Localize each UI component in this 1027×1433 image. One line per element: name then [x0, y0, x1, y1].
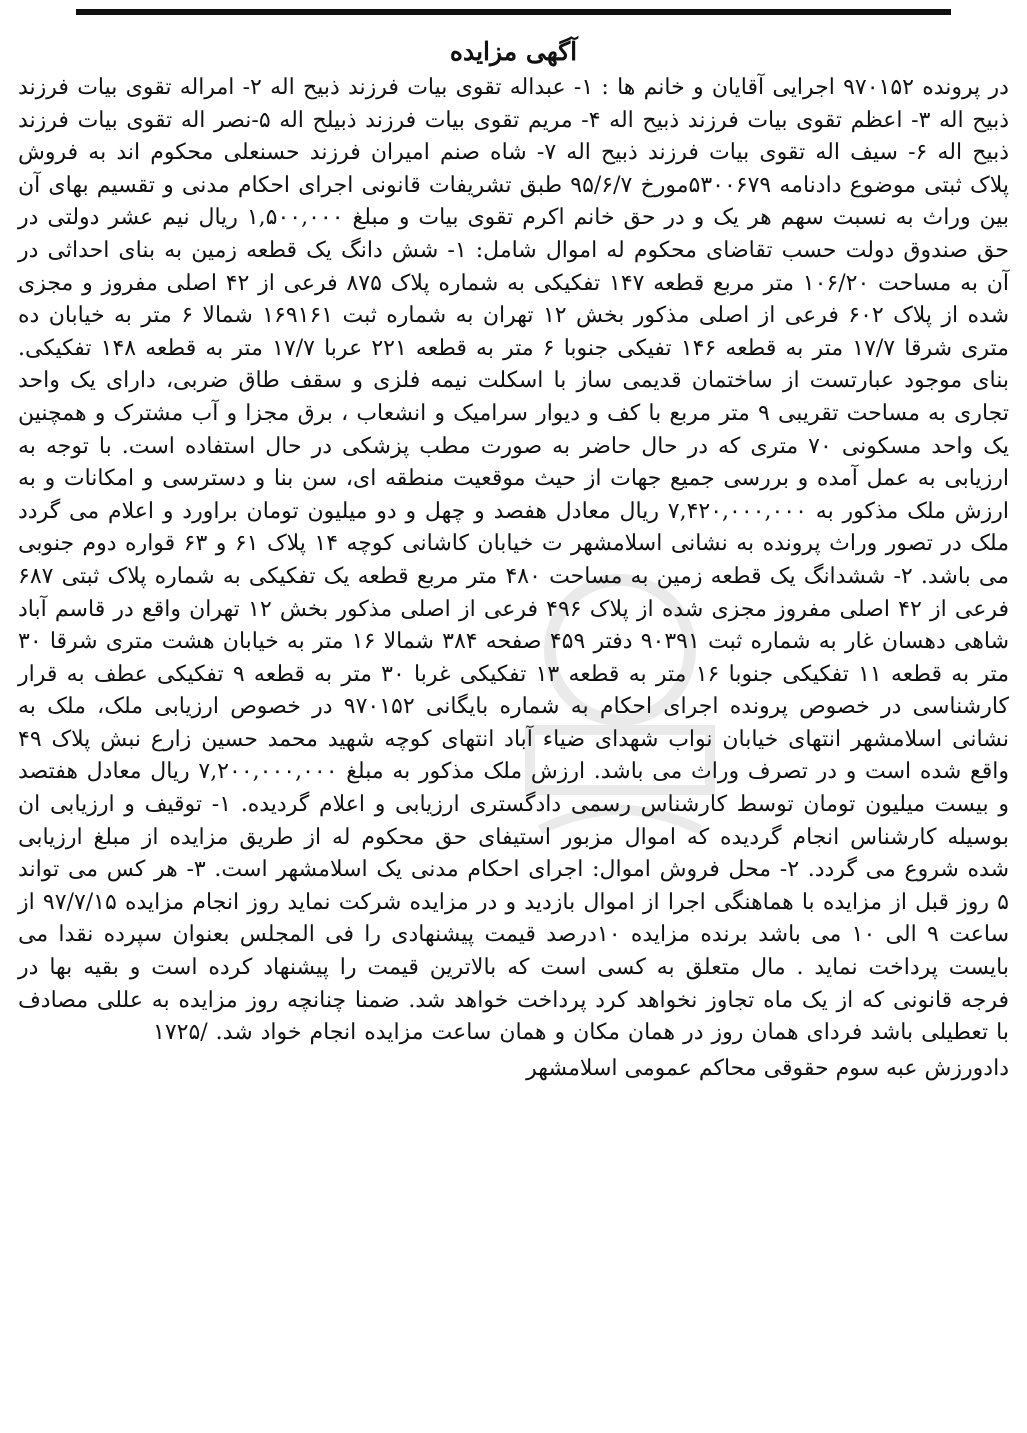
top-border-rule — [76, 9, 951, 15]
issuer-signature: دادورزش عبه سوم حقوقی محاکم عمومی اسلامشهر — [526, 1055, 1009, 1081]
notice-title: آگهی مزایده — [449, 37, 578, 66]
notice-body: در پرونده ۹۷۰۱۵۲ اجرایی آقایان و خانم ها : ۱- عبداله تقوی بیات فرزند ذبیح اله ۲- امراله تقوی بیات فرزند ذبیح اله ۳- اعظم تقوی بیات فرزند ذبیح اله ۴- مریم تقوی بیات فرزند ذبیلح اله ۵-نصر اله تقوی بیات فرزند ذبیح اله ۶- سیف اله تقوی بیات فرزند ذبیح اله ۷- شاه صنم امیران فرزند حسنعلی محکوم اند به فروش پلاک ثبتی موضوع دادنامه ۵۳۰۰۶۷۹مورخ ۹۵/۶/۷ طبق تشریفات قانونی اجرای احکام مدنی و تقسیم بهای آن بین وراث به نسبت سهم هر یک و در حق خانم اکرم تقوی بیات و مبلغ ۱,۵۰۰,۰۰۰ ریال نیم عشر دولتی در حق صندوق دولت حسب تقاضای محکوم له اموال شامل: ۱- شش دانگ یک قطعه زمین به بنای احداثی در آن به مساحت ۱۰۶/۲۰ متر مربع قطعه ۱۴۷ تفکیکی به شماره پلاک ۸۷۵ فرعی از ۴۲ اصلی مفروز و مجزی شده از پلاک ۶۰۲ فرعی از اصلی مذکور بخش ۱۲ تهران به شماره ثبت ۱۶۹۱۶۱ شمالا ۶ متر به خیابان ده متری شرقا ۱۷/۷ متر به قطعه ۱۴۶ تفیکی جنوبا ۶ متر به قطعه ۲۲۱ عربا ۱۷/۷ متر به قطعه ۱۴۸ تفکیکی. بنای موجود عبارتست از ساختمان قدیمی ساز با اسکلت نیمه فلزی و سقف طاق ضربی، دارای یک واحد تجاری به مساحت تقریبی ۹ متر مربع با کف و دیوار سرامیک و انشعاب ، برق مجزا و آب مشترک و همچنین یک واحد مسکونی ۷۰ متری که در حال حاضر به صورت مطب پزشکی در حال استفاده است. با توجه به ارزیابی به عمل آمده و بررسی جمیع جهات از حیث موقعیت منطقه ای، سن بنا و دسترسی و امکانات و به ارزش ملک مذکور به ۷,۴۲۰,۰۰۰,۰۰۰ ریال معادل هفصد و چهل و دو میلیون تومان براورد و اعلام می گردد ملک در تصور وراث پرونده به نشانی اسلامشهر ت خیابان کاشانی کوچه ۱۴ پلاک ۶۱ و ۶۳ قواره دوم جنوبی می باشد. ۲- ششدانگ یک قطعه زمین به مساحت ۴۸۰ متر مربع قطعه یک تفکیکی به شماره پلاک ثبتی ۶۸۷ فرعی از ۴۲ اصلی مفروز مجزی شده از پلاک ۴۹۶ فرعی از اصلی مذکور بخش ۱۲ تهران واقع در قاسم آباد شاهی دهسان غار به شماره ثبت ۹۰۳۹۱ دفتر ۴۵۹ صفحه ۳۸۴ شمالا ۱۶ متر به خیابان هشت متری شرقا ۳۰ متر به قطعه ۱۱ تفکیکی جنوبا ۱۶ متر به قطعه ۱۳ تفکیکی غربا ۳۰ متر به قطعه ۹ تفکیکی عطف به قرار کارشناسی در خصوص پرونده اجرای احکام به شماره بایگانی ۹۷۰۱۵۲ در خصوص ارزیابی ملک، ملک به نشانی اسلامشهر انتهای خیابان نواب شهدای ضیاء آباد انتهای کوچه شهید محمد حسین زارع نبش پلاک ۴۹ واقع شده است و در تصرف وراث می باشد. ارزش ملک مذکور به مبلغ ۷,۲۰۰,۰۰۰,۰۰۰ ریال معادل هفتصد و بیست میلیون تومان توسط کارشناس رسمی دادگستری ارزیابی و اعلام گردیده. ۱- توقیف و ارزیابی ان بوسیله کارشناس انجام گردیده که اموال مزبور استیفای حق محکوم له از طریق مزایده از مبلغ ارزیابی شده شروع می گردد. ۲- محل فروش اموال: اجرای احکام مدنی یک اسلامشهر است. ۳- هر کس می تواند ۵ روز قبل از مزایده با هماهنگی اجرا از اموال بازدید و در مزایده شرکت نماید روز انجام مزایده ۹۷/۷/۱۵ از ساعت ۹ الی ۱۰ می باشد برنده مزایده ۱۰درصد قیمت پیشنهادی را فی المجلس بعنوان سپرده نقدا می بایست پرداخت نماید . مال متعلق به کسی است که بالاترین قیمت را پیشنهاد کرده است و بقیه بها در فرجه قانونی که از یک ماه تجاوز نخواهد کرد پرداخت خواهد شد. ضمنا چنانچه روز مزایده به عللی مصادف با تعطیلی باشد فردای همان روز در همان مکان و همان ساعت مزایده انجام خواد شد. /۱۷۲۵ — [18, 75, 1010, 1046]
auction-notice — [18, 34, 1009, 1086]
